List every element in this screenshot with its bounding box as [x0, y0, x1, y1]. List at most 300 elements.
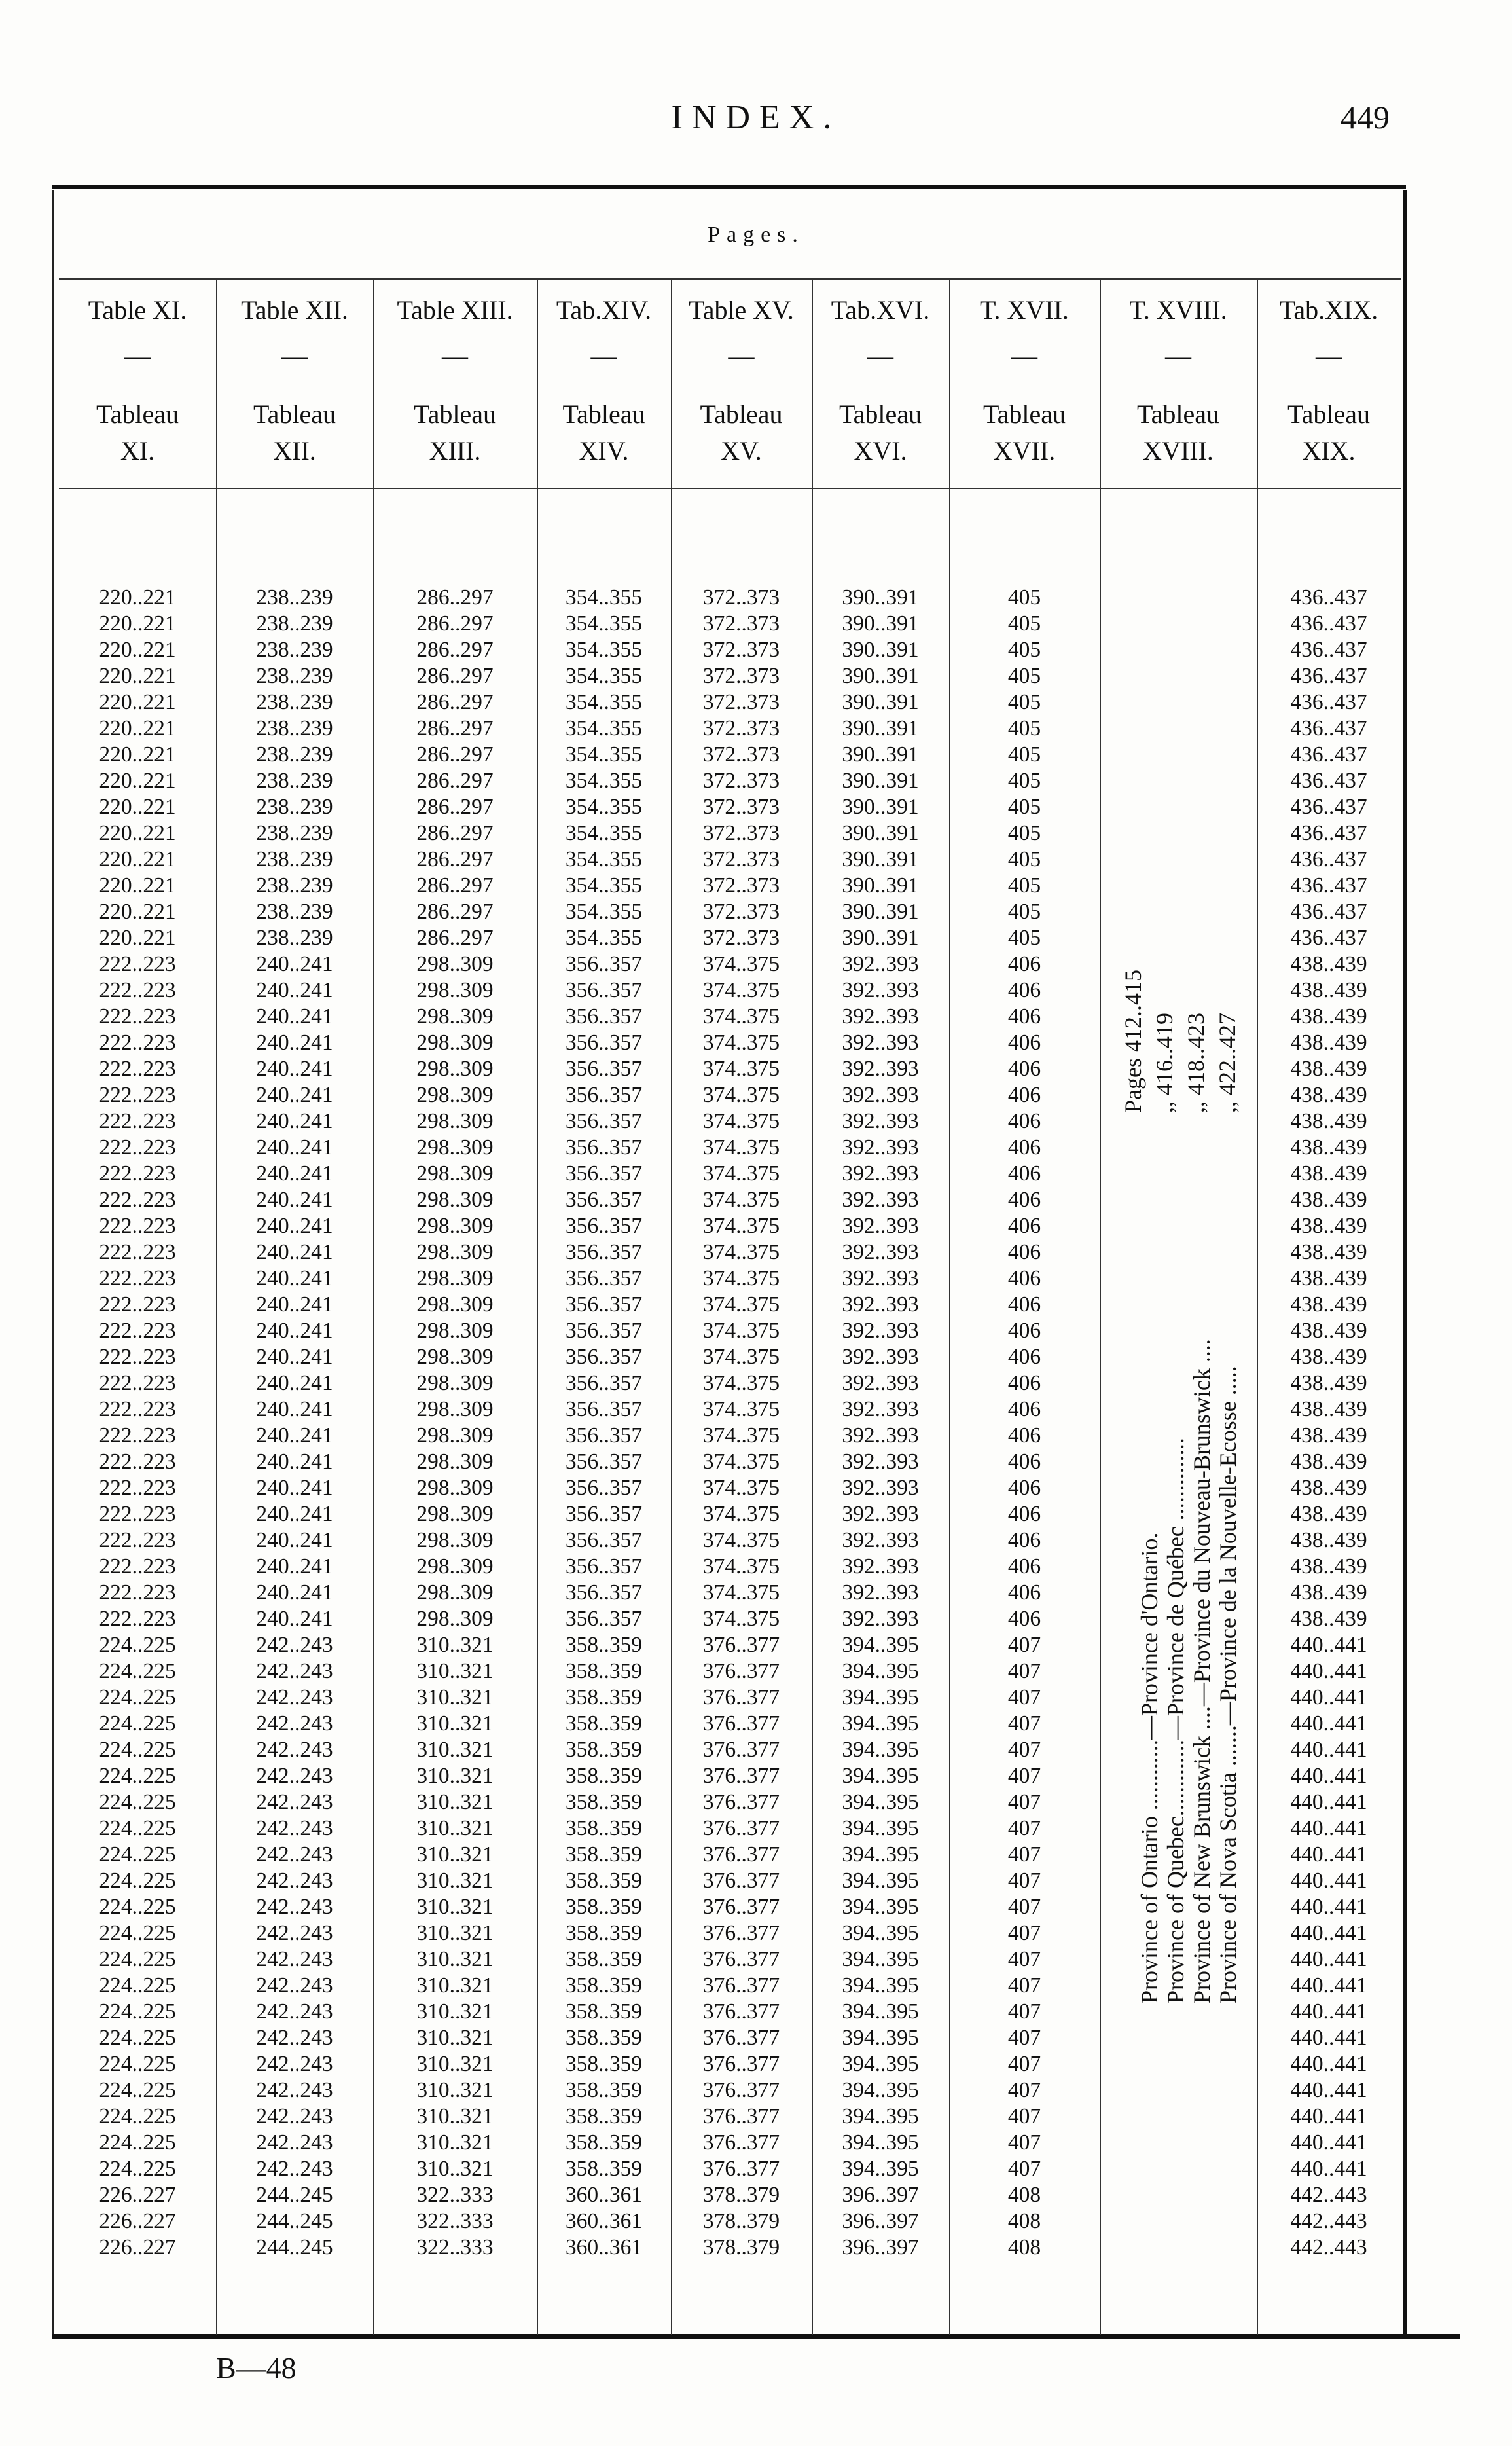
table-cell: 286..297: [416, 769, 494, 793]
table-cell: 406: [1007, 1554, 1041, 1579]
table-cell: 405: [1007, 585, 1041, 610]
table-cell: 405: [1007, 795, 1041, 819]
table-cell: 372..373: [702, 716, 780, 740]
table-cell: 392..393: [842, 1004, 919, 1029]
table-cell: 358..359: [565, 2078, 643, 2102]
table-cell: 372..373: [702, 795, 780, 819]
table-cell: 376..377: [702, 1816, 780, 1840]
table-cell: 310..321: [416, 1842, 494, 1867]
table-cell: 440..441: [1290, 1947, 1367, 1971]
table-cell: 440..441: [1290, 2052, 1367, 2076]
table-cell: 392..393: [842, 1161, 919, 1186]
table-cell: 242..243: [256, 2052, 333, 2076]
table-cell: 438..439: [1290, 1397, 1367, 1421]
table-cell: 354..355: [565, 612, 643, 636]
table-cell: 406: [1007, 1292, 1041, 1317]
column-subheader-line: XIII.: [429, 436, 481, 465]
table-cell: 224..225: [99, 1711, 176, 1736]
pages-rule: [59, 278, 1401, 280]
table-cell: 310..321: [416, 1685, 494, 1709]
table-cell: 242..243: [256, 1947, 333, 1971]
table-cell: 394..395: [842, 1790, 919, 1814]
table-cell: 224..225: [99, 1947, 176, 1971]
table-cell: 394..395: [842, 2052, 919, 2076]
table-cell: 298..309: [416, 1502, 494, 1526]
table-cell: 310..321: [416, 2104, 494, 2128]
table-cell: 438..439: [1290, 1580, 1367, 1605]
column-subheader-line: XVII.: [993, 436, 1056, 465]
table-cell: 298..309: [416, 1188, 494, 1212]
table-cell: 224..225: [99, 1973, 176, 1998]
table-cell: 440..441: [1290, 1921, 1367, 1945]
table-cell: 436..437: [1290, 821, 1367, 845]
table-cell: 438..439: [1290, 1423, 1367, 1448]
data-column-t16: [812, 585, 949, 2261]
column-subheader: [1100, 396, 1257, 469]
table-cell: 405: [1007, 664, 1041, 688]
table-cell: 405: [1007, 690, 1041, 714]
table-cell: 438..439: [1290, 1057, 1367, 1081]
table-cell: 298..309: [416, 1240, 494, 1264]
table-cell: 374..375: [702, 1292, 780, 1317]
table-cell: 310..321: [416, 2026, 494, 2050]
table-cell: 354..355: [565, 716, 643, 740]
table-cell: 407: [1007, 1869, 1041, 1893]
table-cell: 298..309: [416, 1083, 494, 1107]
column-subheader-line: Tableau: [838, 399, 922, 429]
column-subheader-line: XIV.: [579, 436, 629, 465]
table-cell: 286..297: [416, 900, 494, 924]
table-cell: 240..241: [256, 1031, 333, 1055]
table-cell: 440..441: [1290, 1685, 1367, 1709]
table-cell: 310..321: [416, 1816, 494, 1840]
column-header: Tab.XVI.: [831, 295, 930, 325]
table-cell: 405: [1007, 769, 1041, 793]
table-cell: 374..375: [702, 1450, 780, 1474]
column-header: T. XVIII.: [1129, 295, 1227, 325]
column-subheader: [1257, 396, 1401, 469]
table-cell: 374..375: [702, 1083, 780, 1107]
table-cell: 407: [1007, 1738, 1041, 1762]
table-cell: 374..375: [702, 1266, 780, 1290]
table-cell: 436..437: [1290, 690, 1367, 714]
table-cell: 298..309: [416, 952, 494, 976]
table-cell: 356..357: [565, 1580, 643, 1605]
table-cell: 406: [1007, 1266, 1041, 1290]
table-cell: 392..393: [842, 1476, 919, 1500]
table-cell: 407: [1007, 2130, 1041, 2155]
table-cell: 242..243: [256, 1659, 333, 1683]
table-cell: 358..359: [565, 1869, 643, 1893]
table-cell: 392..393: [842, 1109, 919, 1133]
table-cell: 406: [1007, 1607, 1041, 1631]
table-cell: 392..393: [842, 1371, 919, 1395]
table-cell: 298..309: [416, 1292, 494, 1317]
table-cell: 392..393: [842, 1057, 919, 1081]
table-cell: 440..441: [1290, 1711, 1367, 1736]
table-cell: 392..393: [842, 1031, 919, 1055]
table-cell: 354..355: [565, 847, 643, 871]
table-cell: 322..333: [416, 2183, 494, 2207]
table-cell: 396..397: [842, 2235, 919, 2259]
table-cell: 440..441: [1290, 2104, 1367, 2128]
table-cell: 358..359: [565, 1711, 643, 1736]
table-cell: 438..439: [1290, 1031, 1367, 1055]
table-cell: 222..223: [99, 1161, 176, 1186]
table-cell: 374..375: [702, 1397, 780, 1421]
table-cell: 394..395: [842, 1659, 919, 1683]
table-cell: 407: [1007, 1790, 1041, 1814]
table-cell: 394..395: [842, 1816, 919, 1840]
table-cell: 356..357: [565, 1450, 643, 1474]
table-cell: 374..375: [702, 1240, 780, 1264]
table-cell: 310..321: [416, 1869, 494, 1893]
table-cell: 224..225: [99, 1921, 176, 1945]
table-cell: 240..241: [256, 1004, 333, 1029]
table-cell: 286..297: [416, 664, 494, 688]
table-cell: 374..375: [702, 1319, 780, 1343]
table-cell: 224..225: [99, 1659, 176, 1683]
table-cell: 374..375: [702, 952, 780, 976]
table-cell: 405: [1007, 716, 1041, 740]
table-cell: 407: [1007, 2026, 1041, 2050]
table-cell: 356..357: [565, 1240, 643, 1264]
page-title: INDEX.: [671, 99, 841, 136]
column-dash: —: [590, 341, 617, 371]
table-cell: 438..439: [1290, 1554, 1367, 1579]
table-cell: 242..243: [256, 1764, 333, 1788]
table-cell: 356..357: [565, 1476, 643, 1500]
table-cell: 438..439: [1290, 1292, 1367, 1317]
table-cell: 438..439: [1290, 1450, 1367, 1474]
table-cell: 286..297: [416, 585, 494, 610]
table-cell: 372..373: [702, 664, 780, 688]
table-cell: 224..225: [99, 1895, 176, 1919]
table-cell: 354..355: [565, 638, 643, 662]
table-cell: 407: [1007, 1921, 1041, 1945]
province-entry: Province of Ontario ............—Province d'Ontario.: [1136, 1532, 1162, 2003]
table-cell: 376..377: [702, 1738, 780, 1762]
table-cell: 436..437: [1290, 664, 1367, 688]
table-cell: 436..437: [1290, 585, 1367, 610]
table-cell: 440..441: [1290, 1738, 1367, 1762]
table-cell: 240..241: [256, 1292, 333, 1317]
table-cell: 356..357: [565, 1423, 643, 1448]
table-cell: 224..225: [99, 2157, 176, 2181]
table-cell: 438..439: [1290, 1345, 1367, 1369]
table-cell: 354..355: [565, 664, 643, 688]
table-cell: 374..375: [702, 978, 780, 1002]
table-cell: 374..375: [702, 1031, 780, 1055]
table-cell: 240..241: [256, 1319, 333, 1343]
province-entry: Province of Nova Scotia .......—Province de la Nouvelle-Ecosse .....: [1215, 1366, 1241, 2003]
column-dash: —: [1165, 341, 1191, 371]
table-cell: 356..357: [565, 1004, 643, 1029]
table-cell: 220..221: [99, 638, 176, 662]
table-cell: 390..391: [842, 716, 919, 740]
column-dash: —: [442, 341, 468, 371]
table-cell: 240..241: [256, 1083, 333, 1107]
table-cell: 440..441: [1290, 1999, 1367, 2024]
data-column-t14: [537, 585, 671, 2261]
table-cell: 440..441: [1290, 2078, 1367, 2102]
table-cell: 240..241: [256, 1240, 333, 1264]
column-subheader-line: Tableau: [413, 399, 496, 429]
table-cell: 224..225: [99, 2026, 176, 2050]
table-cell: 392..393: [842, 1135, 919, 1159]
table-cell: 356..357: [565, 1554, 643, 1579]
table-cell: 440..441: [1290, 1842, 1367, 1867]
table-cell: 405: [1007, 742, 1041, 767]
table-cell: 358..359: [565, 1633, 643, 1657]
table-cell: 222..223: [99, 1423, 176, 1448]
table-cell: 242..243: [256, 1816, 333, 1840]
table-cell: 406: [1007, 1397, 1041, 1421]
table-cell: 356..357: [565, 1031, 643, 1055]
table-cell: 322..333: [416, 2209, 494, 2233]
xviii-page-range: ,, 418..423: [1183, 1013, 1209, 1113]
table-cell: 406: [1007, 1083, 1041, 1107]
table-cell: 310..321: [416, 1764, 494, 1788]
table-cell: 240..241: [256, 1266, 333, 1290]
table-cell: 220..221: [99, 847, 176, 871]
table-cell: 240..241: [256, 1580, 333, 1605]
table-cell: 222..223: [99, 1476, 176, 1500]
column-subheader-line: XI.: [120, 436, 155, 465]
table-cell: 436..437: [1290, 716, 1367, 740]
table-cell: 406: [1007, 1476, 1041, 1500]
table-cell: 438..439: [1290, 978, 1367, 1002]
table-cell: 240..241: [256, 1345, 333, 1369]
table-cell: 354..355: [565, 769, 643, 793]
table-cell: 390..391: [842, 664, 919, 688]
column-header: Table XV.: [689, 295, 794, 325]
table-cell: 407: [1007, 2104, 1041, 2128]
column-subheader: [373, 396, 537, 469]
bottom-rule: [52, 2334, 1460, 2339]
table-cell: 390..391: [842, 769, 919, 793]
column-header: Tab.XIX.: [1279, 295, 1378, 325]
table-cell: 406: [1007, 1004, 1041, 1029]
table-cell: 298..309: [416, 1109, 494, 1133]
table-cell: 310..321: [416, 1947, 494, 1971]
table-cell: 372..373: [702, 585, 780, 610]
table-cell: 436..437: [1290, 612, 1367, 636]
table-cell: 390..391: [842, 690, 919, 714]
table-cell: 392..393: [842, 1502, 919, 1526]
table-cell: 222..223: [99, 1004, 176, 1029]
table-cell: 390..391: [842, 900, 919, 924]
table-cell: 407: [1007, 2052, 1041, 2076]
table-cell: 405: [1007, 926, 1041, 950]
table-cell: 392..393: [842, 1292, 919, 1317]
table-cell: 222..223: [99, 1188, 176, 1212]
table-cell: 436..437: [1290, 873, 1367, 898]
table-cell: 376..377: [702, 1633, 780, 1657]
table-cell: 405: [1007, 873, 1041, 898]
table-cell: 372..373: [702, 742, 780, 767]
table-cell: 286..297: [416, 716, 494, 740]
table-cell: 242..243: [256, 1999, 333, 2024]
column-subheader: [949, 396, 1100, 469]
table-cell: 372..373: [702, 900, 780, 924]
table-cell: 240..241: [256, 1188, 333, 1212]
table-cell: 298..309: [416, 1580, 494, 1605]
table-cell: 438..439: [1290, 1371, 1367, 1395]
table-cell: 356..357: [565, 1607, 643, 1631]
table-cell: 286..297: [416, 873, 494, 898]
table-cell: 286..297: [416, 690, 494, 714]
xviii-page-range: ,, 422..427: [1214, 1013, 1240, 1113]
table-cell: 242..243: [256, 2026, 333, 2050]
table-cell: 360..361: [565, 2183, 643, 2207]
table-cell: 242..243: [256, 2078, 333, 2102]
table-cell: 240..241: [256, 952, 333, 976]
table-cell: 394..395: [842, 1842, 919, 1867]
table-cell: 354..355: [565, 873, 643, 898]
table-cell: 224..225: [99, 1869, 176, 1893]
table-cell: 354..355: [565, 795, 643, 819]
table-cell: 376..377: [702, 1921, 780, 1945]
table-cell: 374..375: [702, 1423, 780, 1448]
table-cell: 222..223: [99, 978, 176, 1002]
data-column-t19: [1257, 585, 1401, 2261]
table-cell: 394..395: [842, 1711, 919, 1736]
table-cell: 438..439: [1290, 952, 1367, 976]
table-cell: 394..395: [842, 1738, 919, 1762]
table-cell: 242..243: [256, 1738, 333, 1762]
table-cell: 354..355: [565, 585, 643, 610]
table-cell: 356..357: [565, 1528, 643, 1552]
table-cell: 392..393: [842, 978, 919, 1002]
table-cell: 240..241: [256, 1214, 333, 1238]
table-cell: 438..439: [1290, 1214, 1367, 1238]
table-cell: 238..239: [256, 664, 333, 688]
table-cell: 438..439: [1290, 1476, 1367, 1500]
table-cell: 240..241: [256, 1057, 333, 1081]
table-cell: 356..357: [565, 1292, 643, 1317]
table-cell: 298..309: [416, 1450, 494, 1474]
table-cell: 408: [1007, 2183, 1041, 2207]
table-cell: 436..437: [1290, 638, 1367, 662]
table-cell: 222..223: [99, 1214, 176, 1238]
table-cell: 407: [1007, 1685, 1041, 1709]
table-cell: 242..243: [256, 1895, 333, 1919]
table-cell: 358..359: [565, 1947, 643, 1971]
table-cell: 406: [1007, 1345, 1041, 1369]
column-dash: —: [1316, 341, 1342, 371]
table-cell: 438..439: [1290, 1083, 1367, 1107]
table-cell: 238..239: [256, 585, 333, 610]
table-cell: 220..221: [99, 900, 176, 924]
table-cell: 222..223: [99, 1397, 176, 1421]
table-cell: 220..221: [99, 716, 176, 740]
table-cell: 378..379: [702, 2209, 780, 2233]
table-cell: 378..379: [702, 2235, 780, 2259]
table-cell: 392..393: [842, 1083, 919, 1107]
table-cell: 376..377: [702, 1659, 780, 1683]
column-subheader: [216, 396, 373, 469]
table-cell: 356..357: [565, 1371, 643, 1395]
table-cell: 405: [1007, 821, 1041, 845]
column-subheader-line: Tableau: [1136, 399, 1219, 429]
table-cell: 390..391: [842, 612, 919, 636]
table-cell: 407: [1007, 2078, 1041, 2102]
table-cell: 374..375: [702, 1135, 780, 1159]
table-cell: 222..223: [99, 1371, 176, 1395]
table-cell: 244..245: [256, 2183, 333, 2207]
table-cell: 406: [1007, 1135, 1041, 1159]
table-cell: 374..375: [702, 1188, 780, 1212]
table-cell: 394..395: [842, 2104, 919, 2128]
column-subheader: [671, 396, 812, 469]
table-cell: 286..297: [416, 926, 494, 950]
table-cell: 374..375: [702, 1607, 780, 1631]
table-cell: 224..225: [99, 2130, 176, 2155]
table-cell: 220..221: [99, 769, 176, 793]
header-rule: [59, 488, 1401, 489]
table-cell: 372..373: [702, 690, 780, 714]
table-cell: 438..439: [1290, 1607, 1367, 1631]
table-cell: 407: [1007, 1816, 1041, 1840]
xviii-page-range: ,, 416..419: [1151, 1013, 1178, 1113]
column-header: T. XVII.: [980, 295, 1069, 325]
table-cell: 310..321: [416, 1921, 494, 1945]
top-rule: [52, 185, 1406, 189]
table-cell: 407: [1007, 1999, 1041, 2024]
table-cell: 222..223: [99, 1266, 176, 1290]
table-cell: 376..377: [702, 2052, 780, 2076]
table-cell: 406: [1007, 1214, 1041, 1238]
table-cell: 358..359: [565, 1999, 643, 2024]
table-cell: 358..359: [565, 1921, 643, 1945]
table-cell: 436..437: [1290, 926, 1367, 950]
table-cell: 224..225: [99, 1842, 176, 1867]
table-cell: 394..395: [842, 1895, 919, 1919]
table-cell: 390..391: [842, 585, 919, 610]
table-cell: 376..377: [702, 1869, 780, 1893]
table-cell: 298..309: [416, 1607, 494, 1631]
table-cell: 298..309: [416, 1528, 494, 1552]
table-cell: 238..239: [256, 638, 333, 662]
table-cell: 394..395: [842, 2157, 919, 2181]
table-cell: 238..239: [256, 900, 333, 924]
table-cell: 376..377: [702, 1685, 780, 1709]
table-cell: 310..321: [416, 1790, 494, 1814]
table-cell: 436..437: [1290, 742, 1367, 767]
column-subheader-line: Tableau: [1287, 399, 1370, 429]
table-cell: 390..391: [842, 795, 919, 819]
table-cell: 376..377: [702, 2078, 780, 2102]
table-cell: 358..359: [565, 2052, 643, 2076]
column-subheader-line: XVIII.: [1143, 436, 1214, 465]
column-subheader-line: Tableau: [982, 399, 1066, 429]
table-cell: 356..357: [565, 952, 643, 976]
table-cell: 226..227: [99, 2209, 176, 2233]
table-cell: 392..393: [842, 1240, 919, 1264]
table-cell: 310..321: [416, 1738, 494, 1762]
table-cell: 238..239: [256, 612, 333, 636]
table-cell: 408: [1007, 2235, 1041, 2259]
table-cell: 222..223: [99, 1083, 176, 1107]
table-cell: 406: [1007, 1161, 1041, 1186]
table-cell: 358..359: [565, 1764, 643, 1788]
table-cell: 240..241: [256, 1397, 333, 1421]
table-cell: 440..441: [1290, 1790, 1367, 1814]
table-cell: 222..223: [99, 1607, 176, 1631]
table-cell: 392..393: [842, 1188, 919, 1212]
table-cell: 408: [1007, 2209, 1041, 2233]
